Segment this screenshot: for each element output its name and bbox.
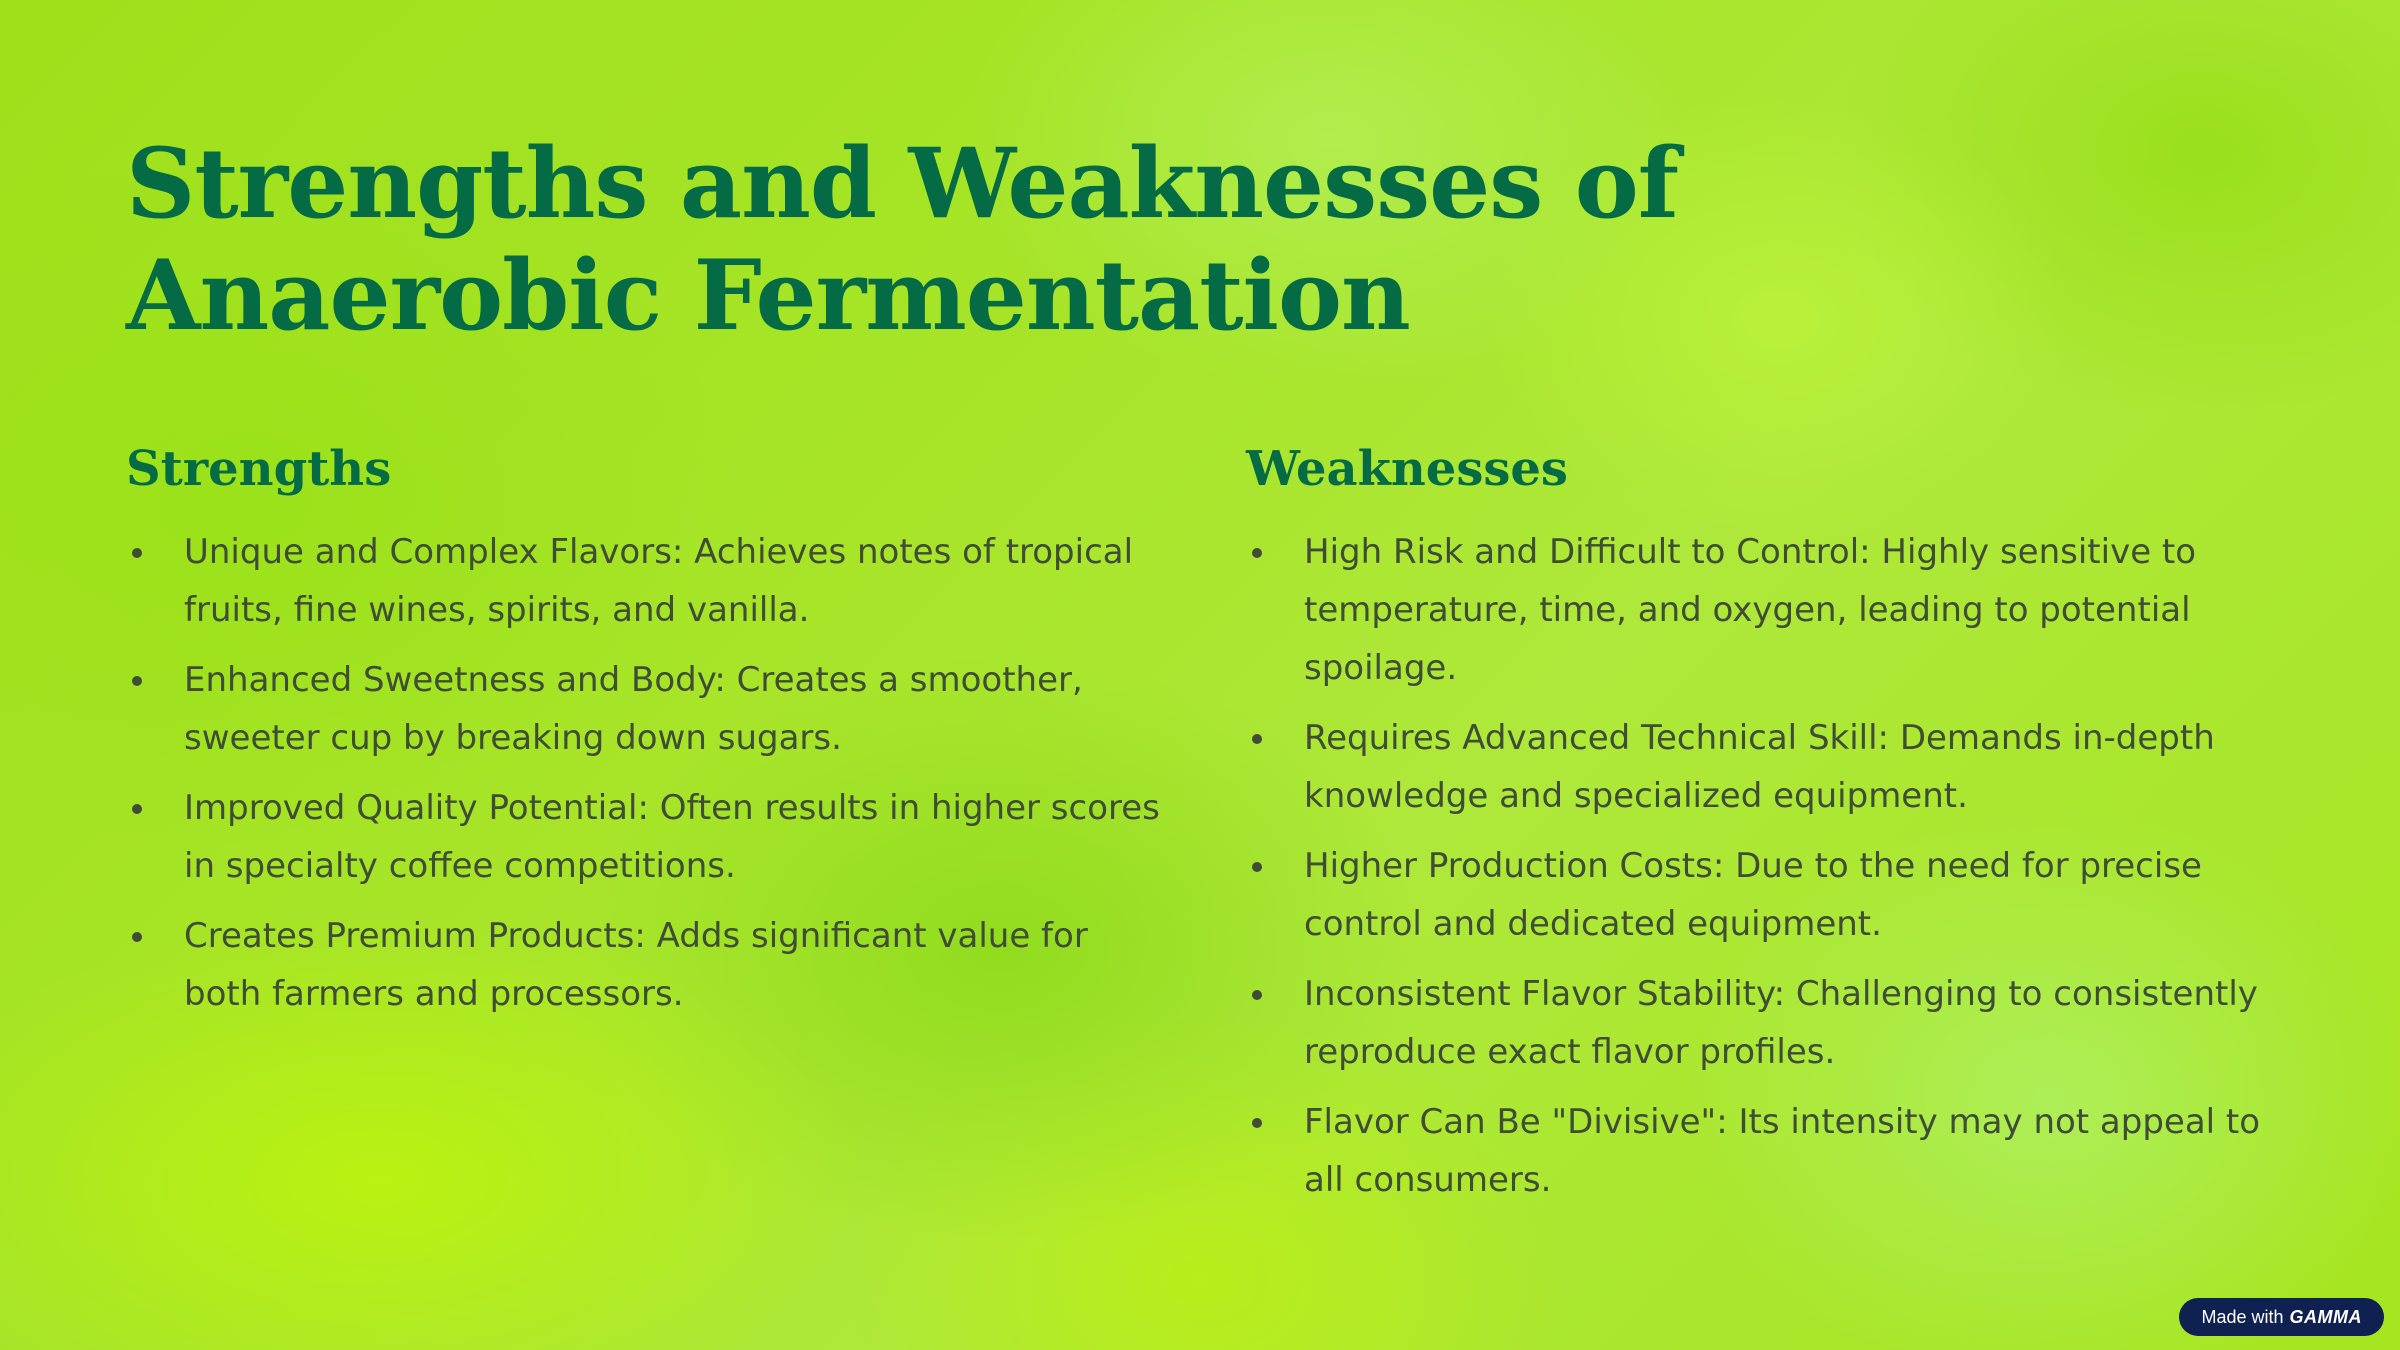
weakness-item — [1246, 965, 2286, 1081]
weakness-item — [1246, 837, 2286, 953]
bullet-dot-icon — [132, 932, 142, 942]
bullet-dot-icon — [1252, 990, 1262, 1000]
weakness-item-text: Inconsistent Flavor Stability: Challenging to consistently reproduce exact flavor profiles. — [1304, 974, 2258, 1072]
strengths-list — [126, 523, 1166, 1023]
weakness-item-text: Flavor Can Be "Divisive": Its intensity may not appeal to all consumers. — [1304, 1102, 2261, 1200]
strength-item — [126, 651, 1166, 767]
weaknesses-heading: Weaknesses — [1246, 441, 1568, 497]
strength-item — [126, 779, 1166, 895]
strength-item-text: Enhanced Sweetness and Body: Creates a smoother, sweeter cup by breaking down sugars. — [184, 660, 1083, 758]
strength-item-text: Creates Premium Products: Adds significant value for both farmers and processors. — [184, 916, 1088, 1014]
strength-item — [126, 907, 1166, 1023]
slide-title: Strengths and Weaknesses of Anaerobic Fermentation — [126, 127, 1679, 352]
made-with-gamma-badge[interactable] — [2179, 1298, 2384, 1336]
bullet-dot-icon — [132, 548, 142, 558]
bullet-dot-icon — [132, 804, 142, 814]
strength-item-text: Unique and Complex Flavors: Achieves notes of tropical fruits, fine wines, spirits, and vanilla. — [184, 532, 1134, 630]
weakness-item-text: High Risk and Difficult to Control: Highly sensitive to temperature, time, and oxygen, leading to potential spoilage. — [1304, 532, 2197, 688]
strengths-column — [126, 435, 1166, 1035]
weakness-item — [1246, 1093, 2286, 1209]
bullet-dot-icon — [132, 676, 142, 686]
weakness-item — [1246, 709, 2286, 825]
weakness-item-text: Higher Production Costs: Due to the need for precise control and dedicated equipment. — [1304, 846, 2202, 944]
weaknesses-list — [1246, 523, 2286, 1209]
strengths-heading: Strengths — [126, 441, 392, 497]
weakness-item — [1246, 523, 2286, 697]
bullet-dot-icon — [1252, 1118, 1262, 1128]
weaknesses-column — [1246, 435, 2286, 1221]
badge-prefix: Made with — [2201, 1307, 2284, 1327]
weakness-item-text: Requires Advanced Technical Skill: Demands in-depth knowledge and specialized equipment. — [1304, 718, 2215, 816]
bullet-dot-icon — [1252, 862, 1262, 872]
gamma-logo: GAMMA — [2289, 1307, 2362, 1327]
strength-item — [126, 523, 1166, 639]
strength-item-text: Improved Quality Potential: Often results in higher scores in specialty coffee competitions. — [184, 788, 1160, 886]
bullet-dot-icon — [1252, 734, 1262, 744]
bullet-dot-icon — [1252, 548, 1262, 558]
